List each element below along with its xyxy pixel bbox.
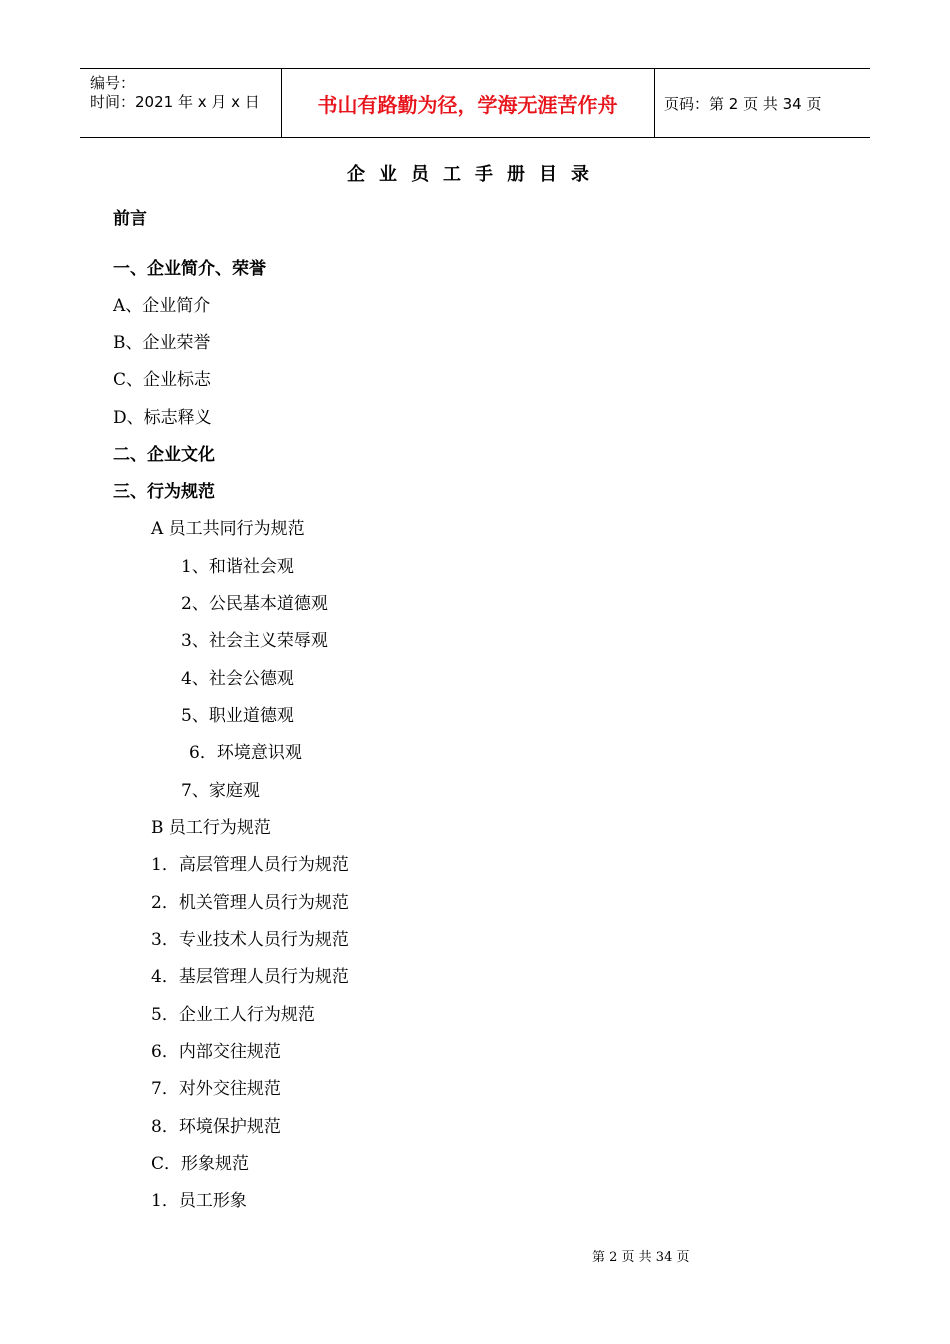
page-footer <box>0 1246 950 1265</box>
toc-item: 5、职业道德观 <box>181 706 294 726</box>
document-title: 企业员工手册目录 <box>347 164 603 185</box>
toc-item: 6．内部交往规范 <box>151 1042 281 1062</box>
toc-item: C．形象规范 <box>151 1154 250 1174</box>
document-date: 时间：2021 年 x 月 x 日 <box>90 93 260 111</box>
toc-section-heading: 一、企业简介、荣誉 <box>113 259 266 279</box>
toc-item: D、标志释义 <box>113 408 212 428</box>
toc-item: 1．高层管理人员行为规范 <box>151 855 349 875</box>
toc-item: 8．环境保护规范 <box>151 1117 281 1137</box>
toc-item: 3、社会主义荣辱观 <box>181 631 328 651</box>
toc-item: 1、和谐社会观 <box>181 557 294 577</box>
toc-item: 3．专业技术人员行为规范 <box>151 930 349 950</box>
toc-item: 2．机关管理人员行为规范 <box>151 893 349 913</box>
toc-item: 5．企业工人行为规范 <box>151 1005 315 1025</box>
toc-item: A、企业简介 <box>113 296 211 316</box>
toc-item: 6．环境意识观 <box>189 743 302 763</box>
toc-item: 1．员工形象 <box>151 1191 247 1211</box>
header-info-cell <box>80 69 282 137</box>
document-number-label: 编号： <box>90 74 136 92</box>
toc-item: 2、公民基本道德观 <box>181 594 328 614</box>
toc-item: B 员工行为规范 <box>151 818 271 838</box>
toc-item: 4、社会公德观 <box>181 669 294 689</box>
toc-section-heading: 三、行为规范 <box>113 482 215 502</box>
page-header <box>80 68 870 138</box>
toc-item: A 员工共同行为规范 <box>151 519 305 539</box>
toc-section-heading: 二、企业文化 <box>113 445 215 465</box>
header-motto: 书山有路勤为径，学海无涯苦作舟 <box>281 69 655 137</box>
toc-section-heading: 前言 <box>113 209 147 229</box>
toc-item: 7．对外交往规范 <box>151 1079 281 1099</box>
footer-page-number: 第 2 页 共 34 页 <box>592 1250 690 1265</box>
toc-item: 7、家庭观 <box>181 781 260 801</box>
toc-item: B、企业荣誉 <box>113 333 211 353</box>
toc-item: C、企业标志 <box>113 370 212 390</box>
header-page-cell <box>654 69 870 137</box>
header-page-info: 页码：第 2 页 共 34 页 <box>664 94 822 113</box>
toc-item: 4．基层管理人员行为规范 <box>151 967 349 987</box>
